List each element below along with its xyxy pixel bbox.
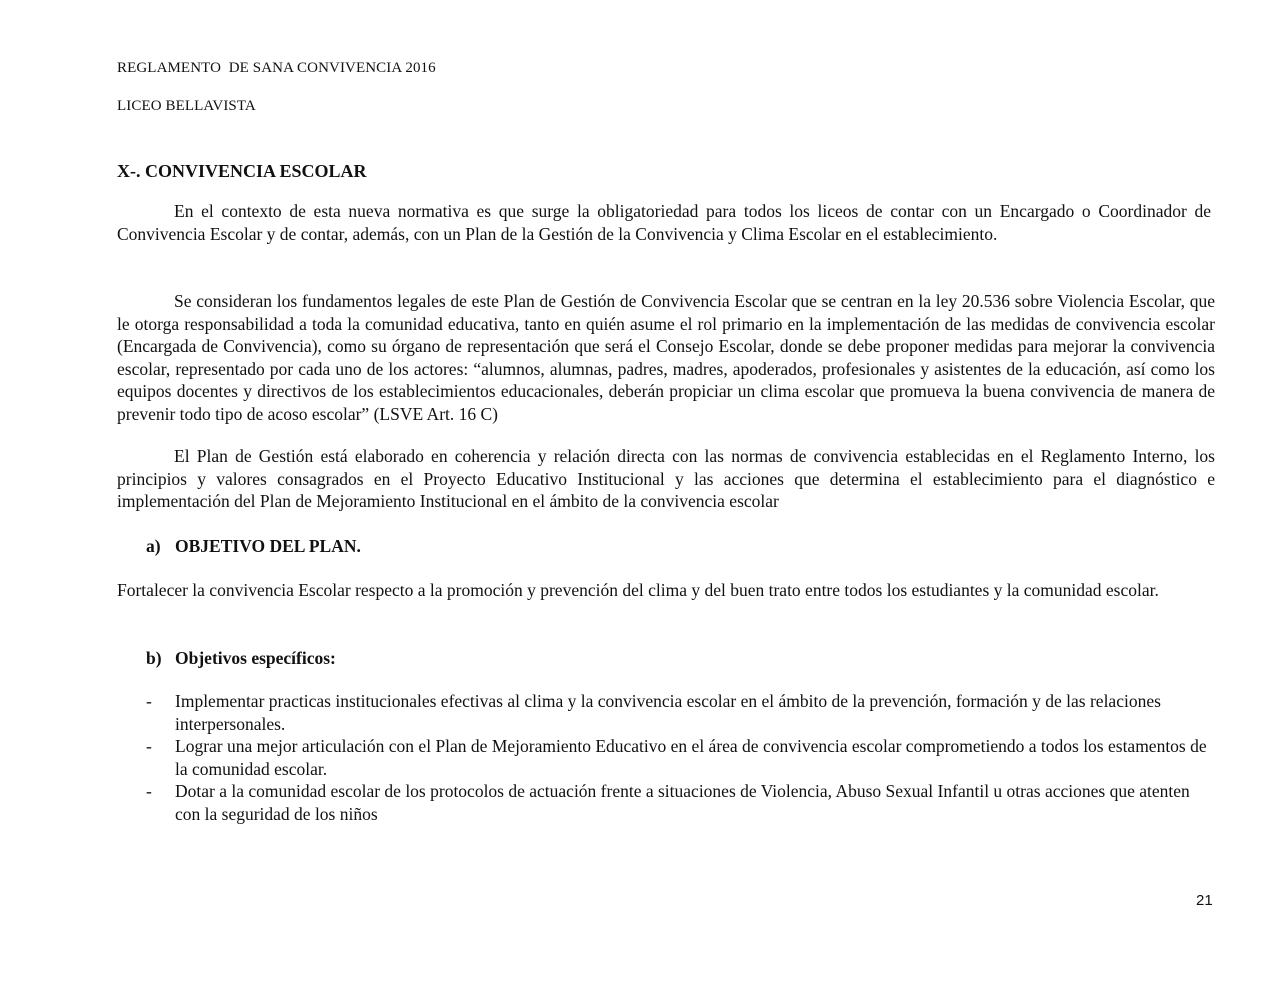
specific-objectives-marker: b): [146, 648, 162, 668]
legal-basis-paragraph: Se consideran los fundamentos legales de este Plan de Gestión de Convivencia Escolar que se centran en la ley 20.536 sobre Violencia Escolar, que le otorga responsabilidad a toda la comunidad educativa, tanto en quién asume el rol primario en la implementación de las medidas de convivencia escolar (Encargada de Convivencia), como su órgano de representación que será el Consejo Escolar, donde se debe proponer medidas para mejorar la convivencia escolar, representado por cada uno de los actores: “alumnos, alumnas, padres, madres, apoderados, profesionales y asistentes de la educación, así como los equipos docentes y directivos de los establecimientos educacionales, deberán propiciar un clima escolar que promueva la buena convivencia de manera de prevenir todo tipo de acoso escolar” (LSVE Art. 16 C): [117, 291, 1215, 424]
list-item-text: Implementar practicas institucionales efectivas al clima y la convivencia escolar en el ámbito de la prevención, formación y de las relaciones interpersonales.: [175, 691, 1161, 734]
document-header-title: REGLAMENTO DE SANA CONVIVENCIA 2016: [117, 60, 436, 76]
document-header-school: LICEO BELLAVISTA: [117, 98, 256, 114]
plan-coherence-paragraph: El Plan de Gestión está elaborado en coherencia y relación directa con las normas de convivencia establecidas en el Reglamento Interno, los principios y valores consagrados en el Proyecto Educativo Institucional y las acciones que determina el establecimiento para el diagnóstico e implementación del Plan de Mejoramiento Institucional en el ámbito de la convivencia escolar: [117, 446, 1215, 511]
list-item: [117, 690, 1215, 735]
list-item: [117, 780, 1215, 825]
bullet-dash: -: [146, 691, 152, 711]
list-item: [117, 735, 1215, 780]
bullet-dash: -: [146, 736, 152, 756]
page-number: 21: [1196, 892, 1213, 909]
objective-heading: [146, 535, 361, 557]
objective-heading-text: OBJETIVO DEL PLAN.: [175, 536, 361, 556]
list-item-text: Lograr una mejor articulación con el Plan de Mejoramiento Educativo en el área de convivencia escolar comprometiendo a todos los estamentos de la comunidad escolar.: [175, 736, 1207, 779]
bullet-dash: -: [146, 781, 152, 801]
specific-objectives-heading: [146, 647, 336, 669]
list-item-text: Dotar a la comunidad escolar de los protocolos de actuación frente a situaciones de Violencia, Abuso Sexual Infantil u otras acciones que atenten con la seguridad de los niños: [175, 781, 1190, 824]
specific-objectives-heading-text: Objetivos específicos:: [175, 648, 336, 668]
specific-objectives-list: [117, 690, 1215, 825]
intro-paragraph: En el contexto de esta nueva normativa es que surge la obligatoriedad para todos los liceos de contar con un Encargado o Coordinador de Convivencia Escolar y de contar, además, con un Plan de la Gestión de la Convivencia y Clima Escolar en el establecimiento.: [117, 201, 1211, 244]
objective-text: Fortalecer la convivencia Escolar respecto a la promoción y prevención del clima y del buen trato entre todos los estudiantes y la comunidad escolar.: [117, 580, 1159, 600]
section-title: X-. CONVIVENCIA ESCOLAR: [117, 161, 367, 181]
objective-marker: a): [146, 536, 161, 556]
